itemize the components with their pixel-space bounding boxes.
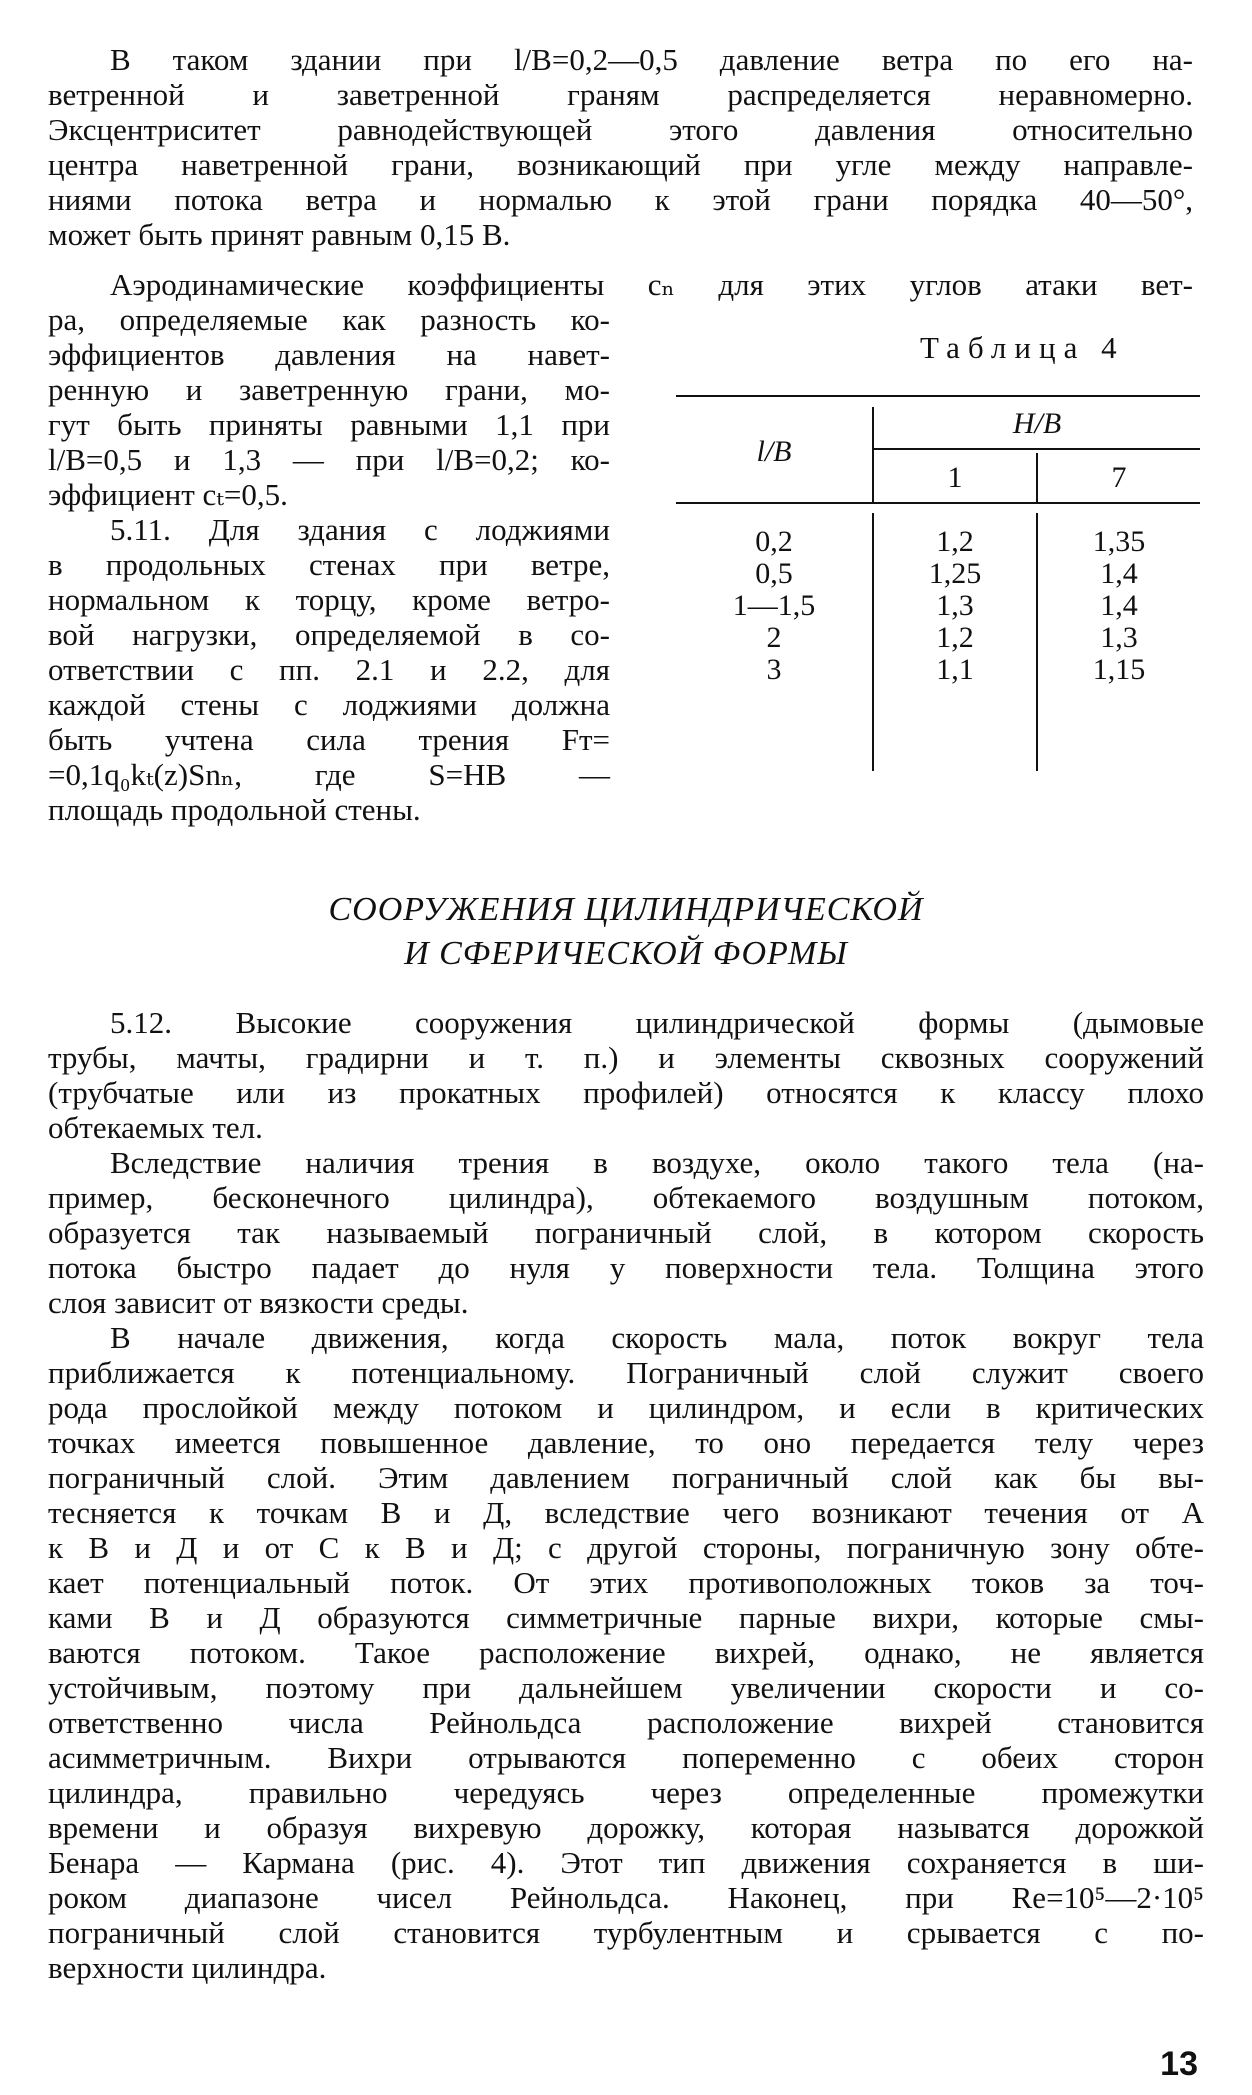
table-cell-lb: 0,5 — [755, 557, 793, 590]
table-header-bottom-rule — [676, 502, 1200, 504]
text-line: вой нагрузки, определяемой в со- — [48, 617, 610, 652]
table-header-divider — [872, 448, 1200, 450]
table-cell-v1: 1,1 — [936, 653, 974, 686]
text-line: ответственно числа Рейнольдса расположение вихрей становится — [48, 1705, 1204, 1740]
text-line: приближается к потенциальному. Пограничный слой служит своего — [48, 1355, 1204, 1390]
text-line: Эксцентриситет равнодействующей этого давления относительно — [48, 112, 1193, 147]
section-title — [48, 888, 1204, 976]
text-line: верхности цилиндра. — [48, 1950, 327, 1985]
table-4 — [676, 395, 1200, 771]
paragraph-5-11-loggias — [48, 512, 610, 827]
left-column — [48, 302, 610, 827]
text-line: тесняется к точкам В и Д, вследствие чего возникают течения от А — [48, 1495, 1204, 1530]
table-caption: Таблица 4 — [920, 330, 1125, 365]
text-line: к В и Д и от С к В и Д; с другой стороны, пограничную зону обте- — [48, 1530, 1204, 1565]
paragraph-vortex-street — [48, 1320, 1204, 1985]
text-line: ниями потока ветра и нормалью к этой грани порядка 40—50°, — [48, 182, 1193, 217]
text-line: быть учтена сила трения Fт= — [48, 722, 610, 757]
text-line: ветренной и заветренной граням распределяется неравномерно. — [48, 77, 1193, 112]
text-line: пограничный слой становится турбулентным и срывается с по- — [48, 1915, 1204, 1950]
text-line: пограничный слой. Этим давлением пограничный слой как бы вы- — [48, 1460, 1204, 1495]
paragraph-5-12 — [48, 1005, 1204, 1145]
table-cell-lb: 2 — [766, 621, 782, 654]
text-line: ками В и Д образуются симметричные парные вихри, которые смы- — [48, 1600, 1204, 1635]
text-line: ра, определяемые как разность ко- — [48, 302, 610, 337]
text-line: ваются потоком. Такое расположение вихрей, однако, не является — [48, 1635, 1204, 1670]
text-line: трубы, мачты, градирни и т. п.) и элементы сквозных сооружений — [48, 1040, 1204, 1075]
text-line: рода прослойкой между потоком и цилиндром, и если в критических — [48, 1390, 1204, 1425]
text-line: пример, бесконечного цилиндра), обтекаемого воздушным потоком, — [48, 1180, 1204, 1215]
table-cell-v7: 1,35 — [1092, 525, 1146, 558]
text-line: l/B=0,5 и 1,3 — при l/B=0,2; ко- — [48, 442, 610, 477]
text-line: эффициентов давления на навет- — [48, 337, 610, 372]
table-cell-v7: 1,15 — [1092, 653, 1146, 686]
text-line: В таком здании при l/B=0,2—0,5 давление ветра по его на- — [110, 42, 1193, 77]
table-cell-v1: 1,25 — [928, 557, 982, 590]
table-top-rule — [676, 395, 1200, 397]
table-header-col-7: 7 — [1111, 461, 1127, 494]
text-line: Бенара — Кармана (рис. 4). Этот тип движения сохраняется в ши- — [48, 1845, 1204, 1880]
table-header-hb: H/B — [1012, 407, 1062, 440]
table-cell-v7: 1,4 — [1100, 557, 1138, 590]
text-line: может быть принят равным 0,15 B. — [48, 217, 511, 252]
paragraph-boundary-layer — [48, 1145, 1204, 1320]
text-line: каждой стены с лоджиями должна — [48, 687, 610, 722]
text-line: слоя зависит от вязкости среды. — [48, 1285, 469, 1320]
text-line: В начале движения, когда скорость мала, поток вокруг тела — [110, 1320, 1204, 1355]
text-line: образуется так называемый пограничный слой, в котором скорость — [48, 1215, 1204, 1250]
table-cell-v1: 1,2 — [936, 525, 974, 558]
page-number: 13 — [1160, 2045, 1198, 2083]
text-line: =0,1q₀kₜ(z)Snₙ, где S=HB — — [48, 757, 610, 792]
table-cell-lb: 3 — [766, 653, 782, 686]
table-header-lb: l/B — [756, 435, 792, 468]
text-line: кает потенциальный поток. От этих противоположных токов за точ- — [48, 1565, 1204, 1600]
text-line: времени и образуя вихревую дорожку, которая называтся дорожкой — [48, 1810, 1204, 1845]
text-line: в продольных стенах при ветре, — [48, 547, 610, 582]
table-cell-lb: 0,2 — [755, 525, 793, 558]
text-line: 5.11. Для здания с лоджиями — [110, 512, 610, 547]
text-line: цилиндра, правильно чередуясь через определенные промежутки — [48, 1775, 1204, 1810]
text-line: эффициент cₜ=0,5. — [48, 477, 288, 512]
paragraph-aero-coefficients-rest — [48, 302, 610, 512]
section-body — [48, 1005, 1204, 1985]
table-cell-lb: 1—1,5 — [732, 589, 816, 622]
text-line: точках имеется повышенное давление, то оно передается телу через — [48, 1425, 1204, 1460]
table-cell-v1: 1,2 — [936, 621, 974, 654]
table-cell-v7: 1,3 — [1100, 621, 1138, 654]
text-line: нормальном к торцу, кроме ветро- — [48, 582, 610, 617]
section-title-line-2: И СФЕРИЧЕСКОЙ ФОРМЫ — [404, 935, 848, 972]
text-line: 5.12. Высокие сооружения цилиндрической формы (дымовые — [110, 1005, 1204, 1040]
table-cell-v1: 1,3 — [936, 589, 974, 622]
text-line: ответствии с пп. 2.1 и 2.2, для — [48, 652, 610, 687]
paragraph-aero-coefficients-first-line — [48, 267, 1193, 302]
text-line: потока быстро падает до нуля у поверхности тела. Толщина этого — [48, 1250, 1204, 1285]
text-line: асимметричным. Вихри отрываются попеременно с обеих сторон — [48, 1740, 1204, 1775]
text-line: ренную и заветренную грани, мо- — [48, 372, 610, 407]
text-line: центра наветренной грани, возникающий при угле между направле- — [48, 147, 1193, 182]
text-line: устойчивым, поэтому при дальнейшем увеличении скорости и со- — [48, 1670, 1204, 1705]
paragraph-building-eccentricity — [48, 42, 1193, 252]
section-title-line-1: СООРУЖЕНИЯ ЦИЛИНДРИЧЕСКОЙ — [328, 891, 924, 928]
table-cell-v7: 1,4 — [1100, 589, 1138, 622]
text-line: (трубчатые или из прокатных профилей) относятся к классу плохо — [48, 1075, 1204, 1110]
text-line: роком диапазоне чисел Рейнольдса. Наконец, при Re=10⁵—2·10⁵ — [48, 1880, 1204, 1915]
text-line: обтекаемых тел. — [48, 1110, 263, 1145]
text-line: площадь продольной стены. — [48, 792, 421, 827]
table-header-col-1: 1 — [947, 461, 963, 494]
text-line: гут быть приняты равными 1,1 при — [48, 407, 610, 442]
text-line: Аэродинамические коэффициенты cₙ для этих углов атаки вет- — [110, 267, 1193, 302]
text-line: Вследствие наличия трения в воздухе, около такого тела (на- — [110, 1145, 1204, 1180]
